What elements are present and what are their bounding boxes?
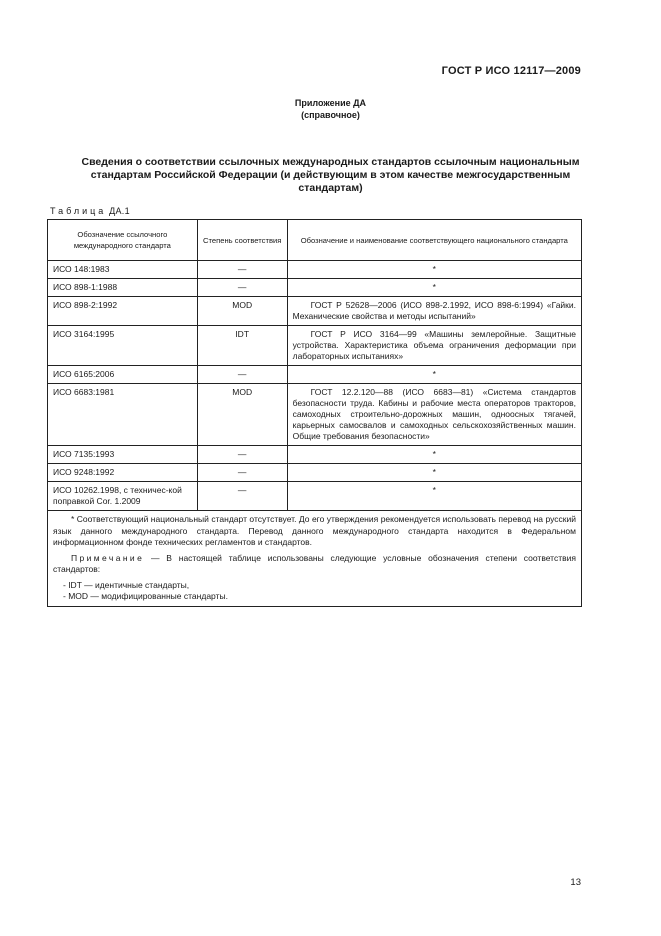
note-item-idt: - IDT — идентичные стандарты, bbox=[63, 579, 190, 590]
cell-degree: — bbox=[197, 279, 287, 297]
table-caption bbox=[50, 206, 130, 216]
table-notes bbox=[48, 511, 582, 607]
table-header-row bbox=[48, 220, 582, 261]
cell-intl: ИСО 10262.1998, с техничес-кой поправкой Cor. 1.2009 bbox=[48, 482, 198, 511]
appendix-heading bbox=[0, 97, 661, 121]
page-number: 13 bbox=[570, 877, 581, 888]
table-row bbox=[48, 297, 582, 326]
table-row bbox=[48, 279, 582, 297]
table-footnote: * Соответствующий национальный стандарт отсутствует. До его утверждения рекомендуется использовать перевод на русский язык данного международного стандарта. Перевод данного международного стандарта находится в Федеральном информационном фонде технических регламентов и стандартов. bbox=[53, 514, 576, 547]
cell-national: * bbox=[287, 261, 581, 279]
table-caption-number: ДА.1 bbox=[109, 206, 130, 216]
cell-national: * bbox=[287, 446, 581, 464]
cell-intl: ИСО 7135:1993 bbox=[48, 446, 198, 464]
cell-national: * bbox=[287, 279, 581, 297]
cell-degree: — bbox=[197, 482, 287, 511]
appendix-subtitle: (справочное) bbox=[301, 110, 360, 120]
cell-degree: — bbox=[197, 464, 287, 482]
cell-national: ГОСТ Р 52628—2006 (ИСО 898-2.1992, ИСО 898-6:1994) «Гайки. Механические свойства и методы испытаний» bbox=[287, 297, 581, 326]
table-row bbox=[48, 384, 582, 446]
correspondence-table bbox=[47, 219, 582, 607]
cell-intl: ИСО 898-1:1988 bbox=[48, 279, 198, 297]
cell-national: * bbox=[287, 366, 581, 384]
cell-intl: ИСО 6165:2006 bbox=[48, 366, 198, 384]
table-caption-word: Таблица bbox=[50, 206, 107, 216]
cell-degree: MOD bbox=[197, 384, 287, 446]
table-row bbox=[48, 464, 582, 482]
table-row bbox=[48, 326, 582, 366]
cell-national: * bbox=[287, 482, 581, 511]
section-title-line-3: стандартам) bbox=[298, 182, 363, 194]
header-national-standard: Обозначение и наименование соответствующего национального стандарта bbox=[287, 220, 581, 261]
note-text: — В настоящей таблице использованы следующие условные обозначения степени соответствия стандартов: bbox=[53, 552, 576, 574]
table-row bbox=[48, 366, 582, 384]
cell-intl: ИСО 9248:1992 bbox=[48, 464, 198, 482]
table-row bbox=[48, 261, 582, 279]
header-degree: Степень соответствия bbox=[197, 220, 287, 261]
cell-intl: ИСО 3164:1995 bbox=[48, 326, 198, 366]
header-intl-standard: Обозначение ссылочного международного стандарта bbox=[48, 220, 198, 261]
cell-national: ГОСТ 12.2.120—88 (ИСО 6683—81) «Система стандартов безопасности труда. Кабины и рабочие места операторов тракторов, самоходных строительно-дорожных машин, одноосных тягачей, карьерных самосвалов и самоходных сельскохозяйственных машин. Общие требования безопасности» bbox=[287, 384, 581, 446]
section-title bbox=[50, 156, 611, 195]
cell-national: ГОСТ Р ИСО 3164—99 «Машины землеройные. Защитные устройства. Характеристика объема ограничения деформации при лабораторных испытаниях» bbox=[287, 326, 581, 366]
cell-degree: MOD bbox=[197, 297, 287, 326]
cell-degree: IDT bbox=[197, 326, 287, 366]
note-word: Примечание bbox=[71, 552, 145, 563]
cell-intl: ИСО 148:1983 bbox=[48, 261, 198, 279]
cell-degree: — bbox=[197, 446, 287, 464]
section-title-line-1: Сведения о соответствии ссылочных международных стандартов ссылочным национальным bbox=[81, 156, 580, 168]
cell-degree: — bbox=[197, 261, 287, 279]
table-note bbox=[53, 553, 576, 576]
cell-national: * bbox=[287, 464, 581, 482]
table-row bbox=[48, 446, 582, 464]
cell-intl: ИСО 6683:1981 bbox=[48, 384, 198, 446]
note-item-mod: - MOD — модифицированные стандарты. bbox=[63, 591, 228, 601]
section-title-line-2: стандартам Российской Федерации (и действующим в этом качестве межгосударственным bbox=[90, 169, 571, 181]
table-notes-row bbox=[48, 511, 582, 607]
standard-code: ГОСТ Р ИСО 12117—2009 bbox=[441, 65, 581, 77]
cell-degree: — bbox=[197, 366, 287, 384]
appendix-title: Приложение ДА bbox=[294, 98, 367, 108]
table-row bbox=[48, 482, 582, 511]
cell-intl: ИСО 898-2:1992 bbox=[48, 297, 198, 326]
